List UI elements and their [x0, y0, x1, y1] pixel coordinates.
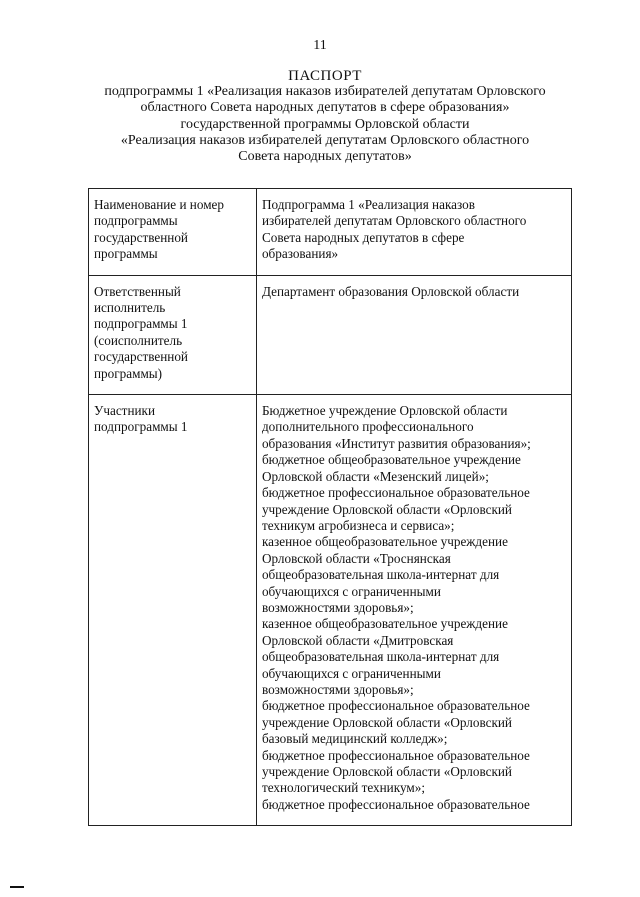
cell-text: Совета народных депутатов в сфере: [261, 229, 465, 245]
cell-text: бюджетное профессиональное образовательное: [261, 747, 530, 763]
cell-text: базовый медицинский колледж»;: [261, 731, 448, 747]
cell-text: подпрограммы: [94, 213, 178, 229]
table-row: [89, 395, 572, 826]
cell-text: Орловской области «Троснянская: [261, 550, 451, 566]
row-value-name: [256, 189, 571, 276]
cell-text: Бюджетное учреждение Орловской области: [261, 403, 508, 419]
row-label-name: [89, 189, 257, 276]
cell-text: Орловской области «Дмитровская: [261, 632, 454, 648]
cell-text: Участники: [94, 403, 156, 419]
table-row: [89, 275, 572, 394]
cell-text: Орловской области «Мезенский лицей»;: [261, 468, 489, 484]
document-header: [80, 68, 570, 165]
cell-text: бюджетное общеобразовательное учреждение: [261, 452, 521, 468]
header-line: областного Совета народных депутатов в сфере образования»: [140, 100, 510, 116]
cell-text: избирателей депутатам Орловского областного: [261, 213, 527, 229]
cell-text: учреждение Орловской области «Орловский: [261, 501, 512, 517]
document-title: ПАСПОРТ: [288, 68, 362, 84]
cell-text: государственной: [94, 349, 188, 365]
cell-text: бюджетное профессиональное образовательное: [261, 485, 530, 501]
cell-text: учреждение Орловской области «Орловский: [261, 714, 512, 730]
cell-text: программы: [94, 246, 158, 262]
cell-text: казенное общеобразовательное учреждение: [261, 534, 508, 550]
cell-text: бюджетное профессиональное образовательное: [261, 698, 530, 714]
cell-text: бюджетное профессиональное образовательное: [261, 796, 530, 812]
cell-text: подпрограммы 1: [94, 316, 188, 332]
cell-text: техникум агробизнеса и сервиса»;: [261, 517, 455, 533]
cell-text: возможностями здоровья»;: [261, 599, 414, 615]
row-value-executor: [256, 275, 571, 394]
cell-text: обучающихся с ограниченными: [261, 665, 441, 681]
table-row: [89, 189, 572, 276]
cell-text: технологический техникум»;: [261, 780, 425, 796]
cell-text: общеобразовательная школа-интернат для: [261, 567, 500, 583]
cell-text: программы): [94, 365, 163, 381]
cell-text: (соисполнитель: [94, 332, 183, 348]
cell-text: возможностями здоровья»;: [261, 681, 414, 697]
passport-table: [88, 188, 572, 826]
cell-text: дополнительного профессионального: [261, 419, 474, 435]
row-value-participants: [256, 395, 571, 826]
header-line: «Реализация наказов избирателей депутатам Орловского областного: [120, 132, 530, 148]
cell-text: Департамент образования Орловской области: [261, 283, 520, 299]
cell-text: Ответственный: [94, 283, 181, 299]
cell-text: казенное общеобразовательное учреждение: [261, 616, 508, 632]
cell-text: исполнитель: [94, 300, 166, 316]
row-label-executor: [89, 275, 257, 394]
row-label-participants: [89, 395, 257, 826]
cell-text: Подпрограмма 1 «Реализация наказов: [261, 197, 475, 212]
cell-text: обучающихся с ограниченными: [261, 583, 441, 599]
cell-text: учреждение Орловской области «Орловский: [261, 764, 512, 779]
cell-text: образования»: [261, 246, 339, 262]
cell-text: образования «Институт развития образования»;: [261, 435, 531, 451]
header-line: Совета народных депутатов»: [238, 149, 412, 165]
page-number: 11: [313, 38, 327, 53]
cell-text: государственной: [94, 229, 188, 245]
cell-text: Наименование и номер: [94, 197, 225, 212]
margin-dash: [10, 886, 24, 888]
cell-text: подпрограммы 1: [94, 419, 188, 435]
header-line: подпрограммы 1 «Реализация наказов избирателей депутатам Орловского: [104, 84, 546, 100]
cell-text: общеобразовательная школа-интернат для: [261, 649, 500, 665]
header-line: государственной программы Орловской области: [180, 116, 470, 132]
